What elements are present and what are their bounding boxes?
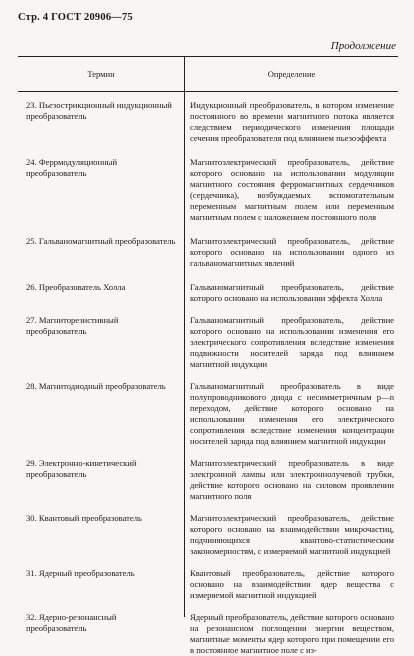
definition-cell: Магнитоэлектрический преобразователь, действие которого основано на использовании модуляции магнитного состояния ферромагнитных сердечников (сердечника), возбуждаемых вспомогательным переменным магнитным полем или переменным магнитным полем с наложением постоянного поля bbox=[190, 157, 394, 222]
term-column-header: Термин bbox=[18, 57, 185, 91]
table-row bbox=[18, 100, 398, 144]
definition-cell: Ядерный преобразователь, действие которого основано на резонансном поглощении энергии веществом, магнитные моменты ядер которого при помещении его в постоянное магнитное поле с из- bbox=[190, 612, 394, 655]
continuation-label: Продолжение bbox=[330, 40, 396, 52]
definition-cell: Магнитоэлектрический преобразователь в виде электронной лампы или электроннолучевой трубки, действие которого основано на силовом проявлении магнитного поля bbox=[190, 458, 394, 501]
table-row bbox=[18, 612, 398, 656]
table-row bbox=[18, 513, 398, 557]
terms-table bbox=[18, 56, 398, 655]
definition-cell: Квантовый преобразователь, действие которого основано на взаимодействии ядер вещества с измеряемой магнитной индукцией bbox=[190, 568, 394, 600]
table-row bbox=[18, 236, 398, 269]
term-cell: 32. Ядерно-резонансный преобразователь bbox=[26, 612, 117, 633]
definition-cell: Гальваномагнитный преобразователь, действие которого основано на использовании изменения его электрического сопротивления вследствие изменения подвижности носителей заряда под влиянием магнитной индукции bbox=[190, 315, 394, 369]
page-header: Стр. 4 ГОСТ 20906—75 bbox=[18, 12, 133, 23]
table-row bbox=[18, 157, 398, 223]
term-cell: 23. Пьезострикционный индукционный преобразователь bbox=[26, 100, 172, 121]
term-cell: 25. Гальваномагнитный преобразователь bbox=[26, 236, 176, 246]
definition-cell: Магнитоэлектрический преобразователь, действие которого основано на использовании одного из гальваномагнитных явлений bbox=[190, 236, 394, 268]
term-cell: 24. Феррмодуляционный преобразователь bbox=[26, 157, 118, 178]
table-row bbox=[18, 381, 398, 447]
definition-column-header: Определение bbox=[267, 69, 316, 79]
term-cell: 30. Квантовый преобразователь bbox=[26, 513, 142, 523]
term-cell: 26. Преобразователь Холла bbox=[26, 282, 126, 292]
term-cell: 29. Электронно-кинетический преобразователь bbox=[26, 458, 137, 479]
term-cell: 28. Магнитодиодный преобразователь bbox=[26, 381, 166, 391]
table-row bbox=[18, 282, 398, 304]
term-cell: 27. Магниторезистивный преобразователь bbox=[26, 315, 119, 336]
table-row bbox=[18, 458, 398, 502]
table-row bbox=[18, 315, 398, 370]
definition-cell: Гальваномагнитный преобразователь, действие которого основано на использовании эффекта Холла bbox=[190, 282, 394, 303]
definition-cell: Индукционный преобразователь, в котором изменение постоянного во времени магнитного потока является следствием периодического изменения площади сечения преобразователя под влиянием пьезоэффекта bbox=[190, 100, 394, 143]
term-cell: 31. Ядерный преобразователь bbox=[26, 568, 135, 578]
table-row bbox=[18, 568, 398, 601]
column-divider bbox=[184, 91, 185, 617]
table-header bbox=[18, 57, 398, 92]
definition-cell: Магнитоэлектрический преобразователь, действие которого основано на взаимодействии микрочастиц, подчиняющихся квантово-статистическим закономерностям, с измеряемой магнитной индукцией bbox=[190, 513, 394, 556]
definition-cell: Гальваномагнитный преобразователь в виде полупроводникового диода с несимметричным p—n переходом, действие которого основано на использовании изменения его электрического сопротивления вследствие изменения концентрации носителей заряда под влиянием магнитной индукции bbox=[190, 381, 394, 446]
